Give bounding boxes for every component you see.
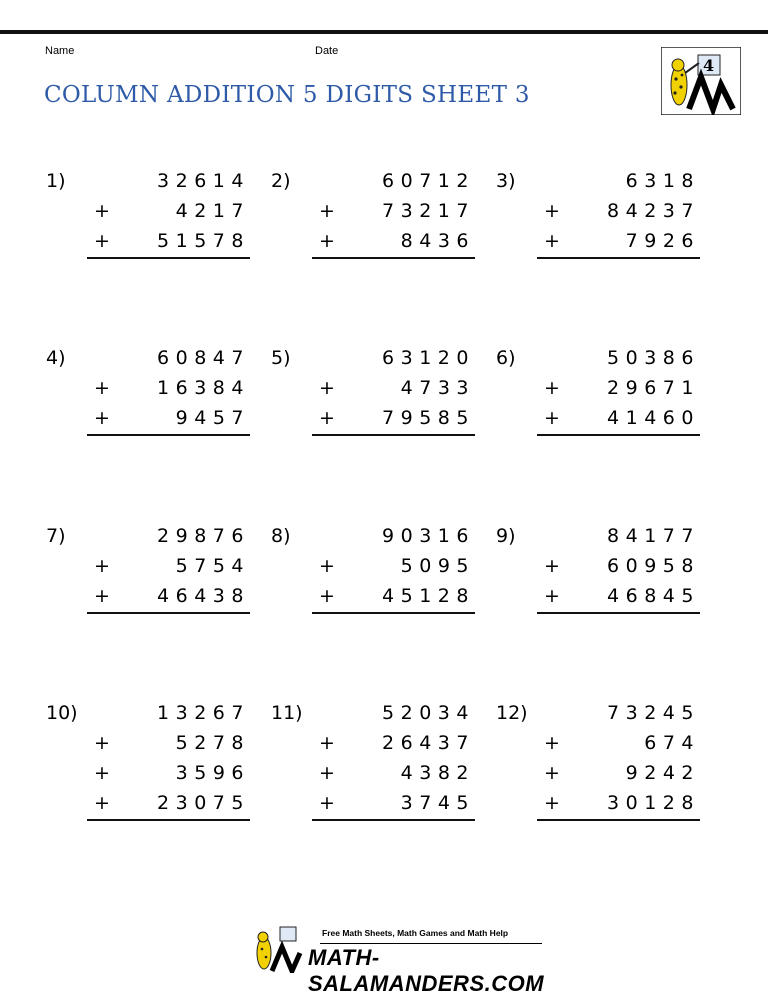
problem-8 xyxy=(271,521,491,681)
plus-sign: + xyxy=(319,377,335,399)
plus-sign: + xyxy=(319,555,335,577)
addend-digits: 16384 xyxy=(157,377,250,399)
addend-row xyxy=(544,373,700,403)
plus-sign: + xyxy=(94,762,110,784)
footer xyxy=(250,925,550,996)
addend-row xyxy=(544,698,700,728)
addend-row xyxy=(319,166,475,196)
plus-sign: + xyxy=(94,200,110,222)
addend-digits: 73245 xyxy=(607,702,700,724)
addend-row xyxy=(94,788,250,818)
plus-sign: + xyxy=(94,732,110,754)
addend-digits: 84237 xyxy=(607,200,700,222)
plus-sign: + xyxy=(319,732,335,754)
addend-row xyxy=(94,403,250,433)
addend-digits: 30128 xyxy=(607,792,700,814)
logo-number: 4 xyxy=(703,56,715,75)
addend-digits: 4733 xyxy=(400,377,475,399)
problem-number: 3) xyxy=(496,170,516,192)
problem-number: 2) xyxy=(271,170,291,192)
addend-digits: 26437 xyxy=(382,732,475,754)
page-title: COLUMN ADDITION 5 DIGITS SHEET 3 xyxy=(44,82,530,108)
addend-digits: 90316 xyxy=(382,525,475,547)
answer-line xyxy=(312,434,475,436)
addend-digits: 3745 xyxy=(400,792,475,814)
plus-sign: + xyxy=(94,555,110,577)
addend-digits: 13267 xyxy=(157,702,250,724)
problem-2 xyxy=(271,166,491,326)
problem-number: 10) xyxy=(46,702,78,724)
addend-row xyxy=(94,581,250,611)
problem-5 xyxy=(271,343,491,503)
addend-digits: 5278 xyxy=(175,732,250,754)
answer-line xyxy=(87,434,250,436)
addend-row xyxy=(319,551,475,581)
addend-digits: 9457 xyxy=(175,407,250,429)
addend-row xyxy=(319,343,475,373)
addend-digits: 45128 xyxy=(382,585,475,607)
addend-row xyxy=(94,343,250,373)
addend-row xyxy=(544,166,700,196)
name-label: Name xyxy=(45,45,75,57)
addend-row xyxy=(319,581,475,611)
addend-digits: 6318 xyxy=(625,170,700,192)
problem-number: 1) xyxy=(46,170,66,192)
addend-digits: 60712 xyxy=(382,170,475,192)
addend-row xyxy=(319,226,475,256)
problem-number: 12) xyxy=(496,702,528,724)
answer-line xyxy=(537,257,700,259)
answer-line xyxy=(312,612,475,614)
problem-7 xyxy=(46,521,266,681)
problem-number: 7) xyxy=(46,525,66,547)
addend-digits: 674 xyxy=(644,732,700,754)
plus-sign: + xyxy=(544,230,560,252)
addend-digits: 63120 xyxy=(382,347,475,369)
problem-10 xyxy=(46,698,266,858)
plus-sign: + xyxy=(319,792,335,814)
plus-sign: + xyxy=(544,555,560,577)
footer-tagline: Free Math Sheets, Math Games and Math Help xyxy=(322,928,509,938)
answer-line xyxy=(312,819,475,821)
addend-row xyxy=(544,226,700,256)
addend-digits: 29671 xyxy=(607,377,700,399)
plus-sign: + xyxy=(544,377,560,399)
addend-row xyxy=(319,373,475,403)
addend-row xyxy=(544,343,700,373)
plus-sign: + xyxy=(544,585,560,607)
addend-digits: 50386 xyxy=(607,347,700,369)
addend-digits: 73217 xyxy=(382,200,475,222)
addend-row xyxy=(319,403,475,433)
addend-digits: 46438 xyxy=(157,585,250,607)
addend-digits: 4217 xyxy=(175,200,250,222)
addend-digits: 46845 xyxy=(607,585,700,607)
addend-row xyxy=(94,728,250,758)
addend-digits: 51578 xyxy=(157,230,250,252)
problem-11 xyxy=(271,698,491,858)
plus-sign: + xyxy=(544,407,560,429)
addend-digits: 29876 xyxy=(157,525,250,547)
plus-sign: + xyxy=(94,407,110,429)
addend-row xyxy=(544,403,700,433)
addend-row xyxy=(319,196,475,226)
plus-sign: + xyxy=(544,792,560,814)
addend-digits: 8436 xyxy=(400,230,475,252)
date-label: Date xyxy=(315,45,339,57)
plus-sign: + xyxy=(94,377,110,399)
plus-sign: + xyxy=(94,792,110,814)
plus-sign: + xyxy=(94,230,110,252)
footer-divider xyxy=(320,943,542,944)
plus-sign: + xyxy=(319,200,335,222)
problem-3 xyxy=(496,166,716,326)
addend-row xyxy=(544,196,700,226)
addend-digits: 60847 xyxy=(157,347,250,369)
footer-logo xyxy=(250,925,306,973)
addend-digits: 5095 xyxy=(400,555,475,577)
problem-4 xyxy=(46,343,266,503)
answer-line xyxy=(87,612,250,614)
plus-sign: + xyxy=(319,762,335,784)
plus-sign: + xyxy=(319,407,335,429)
problem-number: 11) xyxy=(271,702,303,724)
top-rule xyxy=(0,30,768,34)
answer-line xyxy=(537,612,700,614)
addend-digits: 7926 xyxy=(625,230,700,252)
plus-sign: + xyxy=(544,762,560,784)
addend-row xyxy=(544,758,700,788)
addend-digits: 41460 xyxy=(607,407,700,429)
plus-sign: + xyxy=(319,230,335,252)
problem-1 xyxy=(46,166,266,326)
addend-digits: 9242 xyxy=(625,762,700,784)
problem-number: 4) xyxy=(46,347,66,369)
addend-row xyxy=(319,521,475,551)
addend-digits: 4382 xyxy=(400,762,475,784)
addend-row xyxy=(94,373,250,403)
plus-sign: + xyxy=(319,585,335,607)
addend-row xyxy=(544,521,700,551)
addend-digits: 60958 xyxy=(607,555,700,577)
salamander-logo xyxy=(661,47,741,115)
addend-row xyxy=(319,728,475,758)
answer-line xyxy=(87,257,250,259)
addend-row xyxy=(94,166,250,196)
footer-brand: MATH-SALAMANDERS.COM xyxy=(308,945,545,996)
problem-12 xyxy=(496,698,716,858)
plus-sign: + xyxy=(544,200,560,222)
addend-row xyxy=(544,551,700,581)
addend-row xyxy=(544,581,700,611)
addend-row xyxy=(94,226,250,256)
addend-row xyxy=(319,758,475,788)
addend-digits: 5754 xyxy=(175,555,250,577)
problem-6 xyxy=(496,343,716,503)
problem-number: 6) xyxy=(496,347,516,369)
answer-line xyxy=(537,819,700,821)
problem-number: 8) xyxy=(271,525,291,547)
addend-digits: 23075 xyxy=(157,792,250,814)
addend-digits: 52034 xyxy=(382,702,475,724)
problem-9 xyxy=(496,521,716,681)
addend-row xyxy=(94,551,250,581)
problem-number: 9) xyxy=(496,525,516,547)
addend-digits: 3596 xyxy=(175,762,250,784)
addend-digits: 79585 xyxy=(382,407,475,429)
answer-line xyxy=(87,819,250,821)
addend-row xyxy=(94,758,250,788)
plus-sign: + xyxy=(94,585,110,607)
addend-digits: 32614 xyxy=(157,170,250,192)
addend-row xyxy=(94,196,250,226)
addend-row xyxy=(319,698,475,728)
addend-row xyxy=(94,521,250,551)
answer-line xyxy=(537,434,700,436)
addend-row xyxy=(94,698,250,728)
plus-sign: + xyxy=(544,732,560,754)
addend-row xyxy=(544,788,700,818)
addend-row xyxy=(319,788,475,818)
answer-line xyxy=(312,257,475,259)
addend-digits: 84177 xyxy=(607,525,700,547)
problem-number: 5) xyxy=(271,347,291,369)
addend-row xyxy=(544,728,700,758)
